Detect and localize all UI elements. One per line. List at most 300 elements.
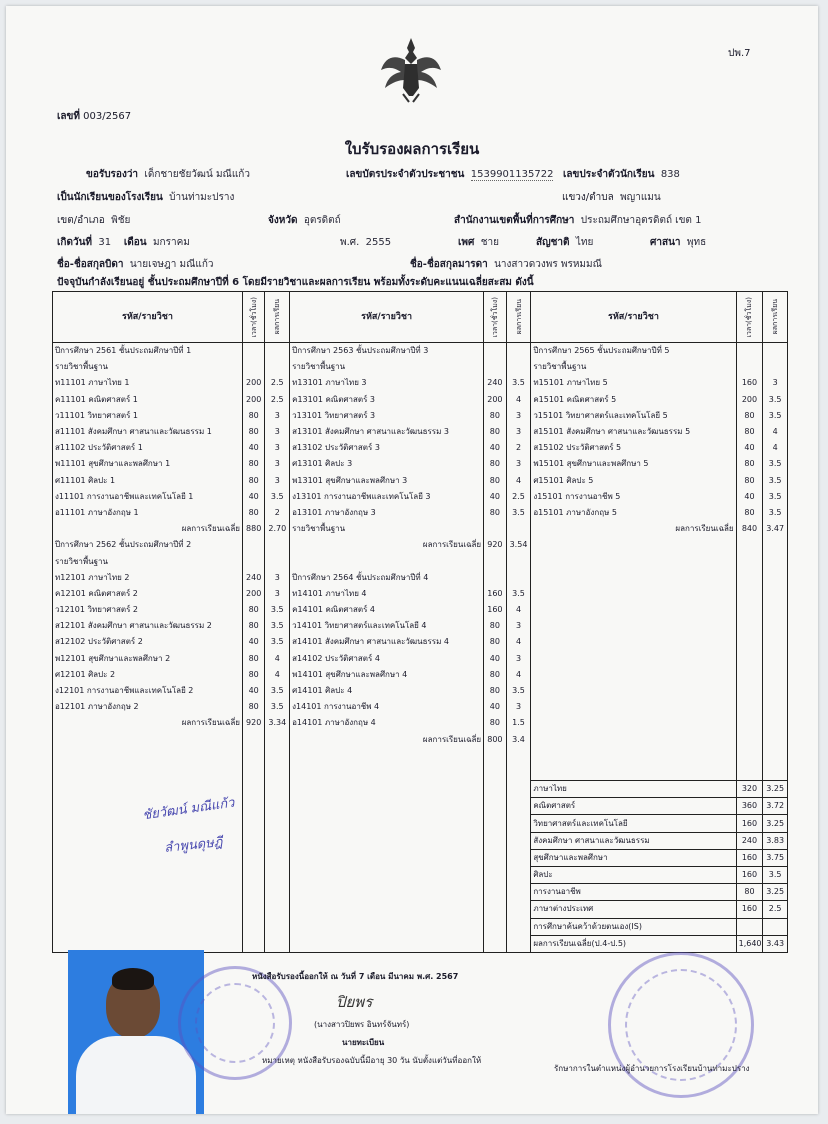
hours-cell <box>242 764 265 781</box>
hours-cell <box>484 553 507 569</box>
grade-cell: 3.25 <box>763 781 788 798</box>
doc-no-label: เลขที่ <box>57 111 80 122</box>
table-row <box>53 537 788 553</box>
grade-cell <box>763 586 788 602</box>
hours-cell <box>242 748 265 764</box>
subdistrict-label: แขวง/ตำบล <box>562 192 614 203</box>
hours-cell: 1,640 <box>736 935 763 952</box>
district-row <box>57 213 130 228</box>
header-hours: เวลา(ชั่วโมง) <box>484 292 507 343</box>
hours-cell: 80 <box>736 505 763 521</box>
subject-cell: ค15101 คณิตศาสตร์ 5 <box>531 392 736 408</box>
nationality-value: ไทย <box>575 237 594 248</box>
hours-cell <box>736 764 763 781</box>
subject-cell <box>53 901 243 918</box>
hours-cell: 800 <box>484 732 507 748</box>
subject-cell: ค12101 คณิตศาสตร์ 2 <box>53 586 243 602</box>
subject-cell <box>531 667 736 683</box>
grade-cell <box>763 618 788 634</box>
subdistrict-value: พญาแมน <box>620 192 661 203</box>
subdistrict-row <box>562 190 661 205</box>
birth-label: เกิดวันที่ <box>57 237 93 248</box>
hours-cell: 40 <box>242 634 265 650</box>
grade-cell: 3.25 <box>763 815 788 832</box>
subject-cell <box>53 918 243 935</box>
grade-cell: 3 <box>506 618 531 634</box>
birth-month: มกราคม <box>152 237 190 248</box>
table-row <box>53 359 788 375</box>
subject-cell <box>53 748 243 764</box>
grade-cell <box>763 732 788 748</box>
hours-cell: 320 <box>736 781 763 798</box>
hours-cell <box>242 359 265 375</box>
subject-cell <box>531 732 736 748</box>
hours-cell: 80 <box>484 424 507 440</box>
grade-cell <box>763 634 788 650</box>
hours-cell: 160 <box>736 849 763 866</box>
subject-cell: คณิตศาสตร์ <box>531 798 736 815</box>
certificate-page <box>6 6 818 1114</box>
subject-cell: ง12101 การงานอาชีพและเทคโนโลยี 2 <box>53 683 243 699</box>
hours-cell <box>736 748 763 764</box>
religion-row <box>650 235 706 250</box>
subject-cell <box>531 570 736 586</box>
grade-cell <box>763 553 788 569</box>
subject-cell: ท12101 ภาษาไทย 2 <box>53 570 243 586</box>
subject-cell <box>531 699 736 715</box>
grade-cell <box>506 359 531 375</box>
subject-cell: ผลการเรียนเฉลี่ย <box>290 537 484 553</box>
subject-cell: อ15101 ภาษาอังกฤษ 5 <box>531 505 736 521</box>
subject-cell: รายวิชาพื้นฐาน <box>290 521 484 537</box>
hours-cell: 80 <box>242 424 265 440</box>
area-value: ประถมศึกษาอุตรดิตถ์ เขต 1 <box>580 215 702 226</box>
subject-cell: ส15101 สังคมศึกษา ศาสนาและวัฒนธรรม 5 <box>531 424 736 440</box>
school-row <box>57 190 234 205</box>
subject-cell: รายวิชาพื้นฐาน <box>531 359 736 375</box>
grade-cell <box>506 935 531 952</box>
hours-cell <box>242 935 265 952</box>
father-row <box>57 257 214 272</box>
hours-cell <box>242 798 265 815</box>
hours-cell: 200 <box>242 392 265 408</box>
subject-cell <box>53 884 243 901</box>
hours-cell <box>736 683 763 699</box>
grade-cell <box>763 683 788 699</box>
grade-cell: 3.5 <box>763 408 788 424</box>
grade-cell <box>506 521 531 537</box>
grade-cell <box>763 359 788 375</box>
grade-cell <box>506 884 531 901</box>
hours-cell: 360 <box>736 798 763 815</box>
hours-cell: 80 <box>242 456 265 472</box>
grade-cell: 3.5 <box>763 473 788 489</box>
hours-cell <box>736 634 763 650</box>
area-row <box>454 213 701 228</box>
table-row <box>53 732 788 748</box>
subject-cell: วิทยาศาสตร์และเทคโนโลยี <box>531 815 736 832</box>
grade-cell: 4 <box>506 473 531 489</box>
province-label: จังหวัด <box>268 215 298 226</box>
table-row <box>53 408 788 424</box>
subject-cell: ส11102 ประวัติศาสตร์ 1 <box>53 440 243 456</box>
subject-cell: อ12101 ภาษาอังกฤษ 2 <box>53 699 243 715</box>
table-row <box>53 553 788 569</box>
subject-cell: ว14101 วิทยาศาสตร์และเทคโนโลยี 4 <box>290 618 484 634</box>
grade-cell <box>265 832 290 849</box>
hours-cell <box>736 343 763 360</box>
grade-cell: 3 <box>265 440 290 456</box>
grade-cell <box>763 918 788 935</box>
hours-cell <box>242 849 265 866</box>
grade-cell <box>265 781 290 798</box>
subject-cell: สังคมศึกษา ศาสนาและวัฒนธรรม <box>531 832 736 849</box>
table-row <box>53 634 788 650</box>
header-subject: รหัส/รายวิชา <box>53 292 243 343</box>
grade-cell: 3.47 <box>763 521 788 537</box>
table-row <box>53 602 788 618</box>
subject-cell <box>531 748 736 764</box>
hours-cell <box>484 832 507 849</box>
religion-value: พุทธ <box>686 237 707 248</box>
grade-cell <box>763 570 788 586</box>
hours-cell <box>484 798 507 815</box>
grade-cell <box>506 815 531 832</box>
hours-cell <box>242 537 265 553</box>
table-row <box>53 505 788 521</box>
grade-cell: 3.5 <box>763 867 788 884</box>
hours-cell: 80 <box>242 408 265 424</box>
student-name-row <box>86 167 250 182</box>
hours-cell: 80 <box>484 715 507 731</box>
grade-cell: 3 <box>506 699 531 715</box>
hours-cell <box>484 935 507 952</box>
subject-cell <box>53 764 243 781</box>
grade-cell <box>506 570 531 586</box>
hours-cell: 40 <box>242 440 265 456</box>
grade-cell <box>506 867 531 884</box>
status-text: ปัจจุบันกำลังเรียนอยู่ ชั้นประถมศึกษาปีที่ 6 โดยมีรายวิชาและผลการเรียน พร้อมทั้งระดับคะแนนเฉลี่ยสะสม ดังนี้ <box>57 277 534 288</box>
grade-cell <box>506 553 531 569</box>
grade-cell <box>265 537 290 553</box>
hours-cell: 40 <box>484 699 507 715</box>
handwriting-student-name: ชัยวัฒน์ มณีแก้ว <box>141 795 236 824</box>
subject-cell <box>531 683 736 699</box>
grade-cell <box>506 849 531 866</box>
table-row <box>53 699 788 715</box>
hours-cell <box>736 602 763 618</box>
subject-cell <box>290 849 484 866</box>
subject-cell <box>531 634 736 650</box>
hours-cell: 200 <box>484 392 507 408</box>
table-row <box>53 764 788 781</box>
subject-cell: ท14101 ภาษาไทย 4 <box>290 586 484 602</box>
hours-cell <box>242 867 265 884</box>
subject-cell: รายวิชาพื้นฐาน <box>290 359 484 375</box>
grade-cell <box>265 918 290 935</box>
hours-cell <box>736 667 763 683</box>
subject-cell: ศ15101 ศิลปะ 5 <box>531 473 736 489</box>
school-label: เป็นนักเรียนของโรงเรียน <box>57 192 163 203</box>
subject-cell: ผลการเรียนเฉลี่ย(ป.4-ป.5) <box>531 935 736 952</box>
mother-name: นางสาวดวงพร พรหมมณี <box>494 259 602 270</box>
year-label: พ.ศ. <box>340 237 360 248</box>
month-label: เดือน <box>123 237 147 248</box>
grade-cell: 2.5 <box>265 392 290 408</box>
subject-cell: ส14101 สังคมศึกษา ศาสนาและวัฒนธรรม 4 <box>290 634 484 650</box>
subject-cell: ว13101 วิทยาศาสตร์ 3 <box>290 408 484 424</box>
nationality-row <box>536 235 593 250</box>
hours-cell: 40 <box>484 651 507 667</box>
grade-cell: 2.5 <box>506 489 531 505</box>
table-row <box>53 667 788 683</box>
issue-text: หนังสือรับรองนี้ออกให้ ณ วันที่ 7 เดือน มีนาคม พ.ศ. 2567 <box>252 972 459 981</box>
grade-cell <box>763 699 788 715</box>
birth-day: 31 <box>98 237 112 248</box>
subject-cell <box>290 867 484 884</box>
subject-cell: ปีการศึกษา 2561 ชั้นประถมศึกษาปีที่ 1 <box>53 343 243 360</box>
subject-cell: ปีการศึกษา 2564 ชั้นประถมศึกษาปีที่ 4 <box>290 570 484 586</box>
hours-cell <box>484 570 507 586</box>
table-row <box>53 781 788 798</box>
hours-cell <box>484 849 507 866</box>
hours-cell: 40 <box>484 440 507 456</box>
subject-cell <box>53 867 243 884</box>
hours-cell: 80 <box>242 667 265 683</box>
table-row <box>53 715 788 731</box>
hours-cell: 880 <box>242 521 265 537</box>
registrar-signature: ปิยพร <box>336 993 373 1011</box>
table-row <box>53 424 788 440</box>
subject-cell: ท11101 ภาษาไทย 1 <box>53 375 243 391</box>
doc-code: ปพ.7 <box>728 48 751 59</box>
grade-cell: 3.5 <box>265 618 290 634</box>
subject-cell: ส12101 สังคมศึกษา ศาสนาและวัฒนธรรม 2 <box>53 618 243 634</box>
grade-cell <box>265 815 290 832</box>
table-row <box>53 618 788 634</box>
area-label: สำนักงานเขตพื้นที่การศึกษา <box>454 215 575 226</box>
hours-cell: 80 <box>242 505 265 521</box>
header-grade: ผลการเรียน <box>506 292 531 343</box>
subject-cell <box>290 553 484 569</box>
sex-row <box>458 235 499 250</box>
page-title: ใบรับรองผลการเรียน <box>344 140 480 158</box>
subject-cell: ผลการเรียนเฉลี่ย <box>53 715 243 731</box>
religion-label: ศาสนา <box>650 237 681 248</box>
handwriting-guardian: ลำพูนดุษฎี <box>163 834 224 857</box>
grade-cell: 4 <box>265 651 290 667</box>
subject-cell <box>290 815 484 832</box>
subject-cell: ผลการเรียนเฉลี่ย <box>531 521 736 537</box>
table-header <box>53 292 788 343</box>
subject-cell: ค11101 คณิตศาสตร์ 1 <box>53 392 243 408</box>
grade-cell: 3.54 <box>506 537 531 553</box>
nationality-label: สัญชาติ <box>536 237 570 248</box>
hours-cell <box>484 884 507 901</box>
hours-cell: 920 <box>484 537 507 553</box>
subject-cell: ค13101 คณิตศาสตร์ 3 <box>290 392 484 408</box>
grade-cell: 3 <box>506 408 531 424</box>
grade-cell: 3.5 <box>265 489 290 505</box>
table-row <box>53 489 788 505</box>
hours-cell: 240 <box>736 832 763 849</box>
school-name: บ้านท่ามะปราง <box>169 192 235 203</box>
hours-cell <box>736 715 763 731</box>
hours-cell <box>242 815 265 832</box>
cert-label: ขอรับรองว่า <box>86 169 139 180</box>
subject-cell <box>290 798 484 815</box>
sex-value: ชาย <box>480 237 499 248</box>
subject-cell <box>531 651 736 667</box>
hours-cell: 40 <box>242 683 265 699</box>
subject-cell: ค14101 คณิตศาสตร์ 4 <box>290 602 484 618</box>
hours-cell: 80 <box>242 473 265 489</box>
subject-cell: ส13101 สังคมศึกษา ศาสนาและวัฒนธรรม 3 <box>290 424 484 440</box>
subject-cell: ปีการศึกษา 2565 ชั้นประถมศึกษาปีที่ 5 <box>531 343 736 360</box>
grade-cell: 3 <box>763 375 788 391</box>
subject-cell: การงานอาชีพ <box>531 884 736 901</box>
sex-label: เพศ <box>458 237 475 248</box>
hours-cell: 160 <box>736 901 763 918</box>
grade-cell <box>265 849 290 866</box>
subject-cell: อ14101 ภาษาอังกฤษ 4 <box>290 715 484 731</box>
grade-cell: 3 <box>265 408 290 424</box>
subject-cell: อ11101 ภาษาอังกฤษ 1 <box>53 505 243 521</box>
grade-cell: 3.72 <box>763 798 788 815</box>
table-row <box>53 918 788 935</box>
hours-cell: 80 <box>484 683 507 699</box>
table-row <box>53 343 788 360</box>
grade-cell: 4 <box>763 424 788 440</box>
table-row <box>53 867 788 884</box>
grade-cell: 3 <box>265 473 290 489</box>
header-subject: รหัส/รายวิชา <box>531 292 736 343</box>
grade-cell: 3.5 <box>506 586 531 602</box>
hours-cell <box>736 553 763 569</box>
subject-cell <box>531 553 736 569</box>
student-name: เด็กชายชัยวัฒน์ มณีแก้ว <box>144 169 250 180</box>
hours-cell <box>736 699 763 715</box>
grade-cell <box>763 667 788 683</box>
grade-cell: 3.34 <box>265 715 290 731</box>
father-name: นายเจษฎา มณีแก้ว <box>129 259 214 270</box>
grade-cell: 4 <box>763 440 788 456</box>
hours-cell <box>242 732 265 748</box>
grade-cell: 3.5 <box>763 392 788 408</box>
hours-cell: 160 <box>736 815 763 832</box>
grade-cell <box>265 901 290 918</box>
grade-cell: 3.5 <box>506 505 531 521</box>
id-number: 1539901135722 <box>470 169 554 180</box>
grade-cell: 4 <box>506 392 531 408</box>
grade-cell <box>506 832 531 849</box>
grade-cell: 2.5 <box>265 375 290 391</box>
hours-cell: 160 <box>484 602 507 618</box>
hours-cell: 80 <box>736 456 763 472</box>
hours-cell <box>242 901 265 918</box>
hours-cell: 80 <box>484 618 507 634</box>
header-grade: ผลการเรียน <box>265 292 290 343</box>
subject-cell: ภาษาต่างประเทศ <box>531 901 736 918</box>
grade-cell: 2 <box>506 440 531 456</box>
garuda-emblem-icon <box>379 36 443 104</box>
hours-cell: 200 <box>242 375 265 391</box>
hours-cell <box>736 586 763 602</box>
hours-cell <box>736 732 763 748</box>
subject-cell <box>531 586 736 602</box>
hours-cell: 40 <box>484 489 507 505</box>
grade-cell: 3.5 <box>763 489 788 505</box>
birth-row <box>57 235 190 250</box>
hours-cell: 80 <box>242 651 265 667</box>
doc-no <box>57 109 131 124</box>
grade-cell: 3.5 <box>265 683 290 699</box>
hours-cell <box>484 764 507 781</box>
subject-cell: ว15101 วิทยาศาสตร์และเทคโนโลยี 5 <box>531 408 736 424</box>
hours-cell: 160 <box>736 867 763 884</box>
subject-cell <box>290 748 484 764</box>
table-row <box>53 884 788 901</box>
hours-cell <box>484 343 507 360</box>
grade-cell: 3.75 <box>763 849 788 866</box>
province-row <box>268 213 341 228</box>
subject-cell: ง13101 การงานอาชีพและเทคโนโลยี 3 <box>290 489 484 505</box>
table-row <box>53 456 788 472</box>
birth-year-row <box>340 235 391 250</box>
table-row <box>53 392 788 408</box>
hours-cell: 80 <box>484 667 507 683</box>
table-row <box>53 748 788 764</box>
hours-cell <box>484 867 507 884</box>
grade-cell <box>265 343 290 360</box>
hours-cell: 40 <box>242 489 265 505</box>
subject-cell: พ14101 สุขศึกษาและพลศึกษา 4 <box>290 667 484 683</box>
grade-cell <box>506 764 531 781</box>
subject-cell: ส14102 ประวัติศาสตร์ 4 <box>290 651 484 667</box>
hours-cell <box>736 359 763 375</box>
table-row <box>53 849 788 866</box>
student-no-label: เลขประจำตัวนักเรียน <box>563 169 655 180</box>
grade-cell <box>265 359 290 375</box>
grade-cell <box>265 798 290 815</box>
registrar-name: (นางสาวปิยพร อินทร์จันทร์) <box>314 1020 410 1029</box>
grade-cell: 3.5 <box>763 456 788 472</box>
province-value: อุตรดิตถ์ <box>303 215 341 226</box>
hours-cell <box>484 521 507 537</box>
hours-cell <box>484 781 507 798</box>
hours-cell: 200 <box>736 392 763 408</box>
subject-cell: ศ11101 ศิลปะ 1 <box>53 473 243 489</box>
grade-cell <box>506 748 531 764</box>
subject-cell <box>531 618 736 634</box>
hours-cell: 80 <box>484 634 507 650</box>
district-value: พิชัย <box>111 215 131 226</box>
hours-cell: 920 <box>242 715 265 731</box>
grade-cell <box>763 651 788 667</box>
grade-cell: 3.83 <box>763 832 788 849</box>
hours-cell <box>736 570 763 586</box>
subject-cell: รายวิชาพื้นฐาน <box>53 359 243 375</box>
grade-cell <box>265 748 290 764</box>
subject-cell: พ12101 สุขศึกษาและพลศึกษา 2 <box>53 651 243 667</box>
school-seal-right <box>608 952 754 1098</box>
subject-cell: ส12102 ประวัติศาสตร์ 2 <box>53 634 243 650</box>
subject-cell: ว12101 วิทยาศาสตร์ 2 <box>53 602 243 618</box>
subject-cell <box>531 602 736 618</box>
registrar-title: นายทะเบียน <box>342 1038 385 1047</box>
district-label: เขต/อำเภอ <box>57 215 105 226</box>
subject-cell: สุขศึกษาและพลศึกษา <box>531 849 736 866</box>
